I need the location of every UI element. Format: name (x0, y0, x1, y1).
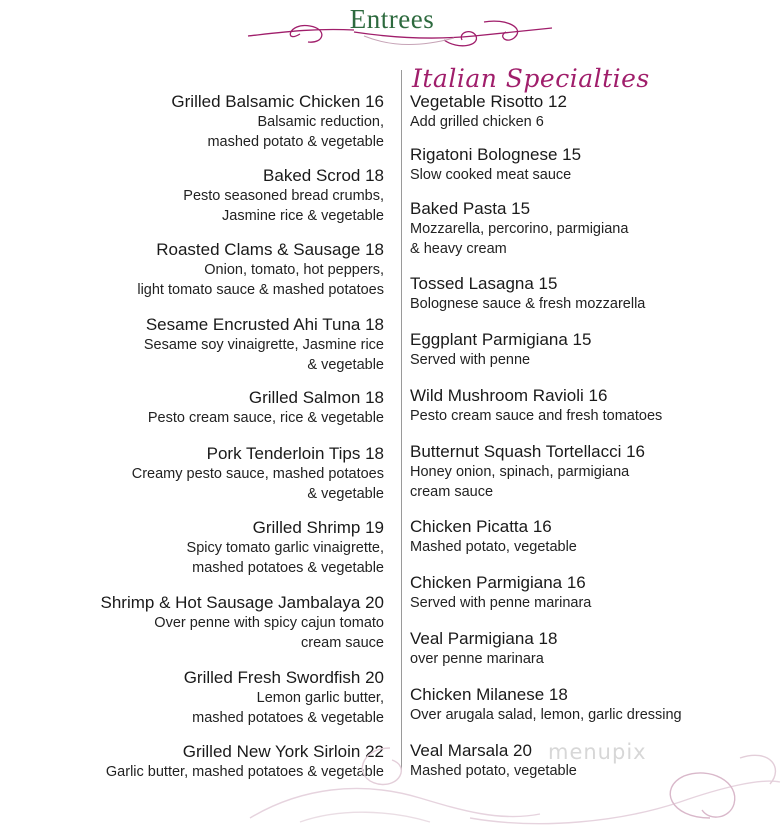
menu-item (183, 166, 384, 226)
item-title: Chicken Milanese 18 (410, 685, 568, 704)
column-divider (401, 70, 402, 770)
item-title: Grilled Shrimp 19 (252, 518, 384, 537)
item-title: Pork Tenderloin Tips 18 (206, 444, 384, 463)
item-title: Roasted Clams & Sausage 18 (156, 240, 384, 259)
item-title: Vegetable Risotto 12 (410, 92, 567, 111)
item-title: Baked Pasta 15 (410, 199, 531, 218)
item-desc: Over arugala salad, lemon, garlic dressing (410, 707, 682, 723)
item-desc: over penne marinara (410, 651, 544, 667)
item-desc: cream sauce (300, 635, 384, 651)
item-desc: Mashed potato, vegetable (410, 539, 577, 555)
item-desc: Onion, tomato, hot peppers, (204, 262, 384, 278)
item-desc: & vegetable (307, 486, 384, 502)
italian-specialties-heading: Italian Specialties (412, 64, 650, 93)
menu-item (410, 629, 557, 669)
title-flourish (244, 16, 556, 52)
item-desc: mashed potato & vegetable (207, 134, 384, 150)
item-desc: light tomato sauce & mashed potatoes (137, 282, 384, 298)
menu-item (137, 240, 384, 300)
item-title: Grilled New York Sirloin 22 (182, 742, 384, 761)
item-desc: cream sauce (410, 484, 494, 500)
item-desc: Bolognese sauce & fresh mozzarella (410, 296, 646, 312)
item-desc: Lemon garlic butter, (256, 690, 384, 706)
menu-item (132, 444, 384, 504)
item-desc: Add grilled chicken 6 (410, 114, 544, 130)
item-desc: Pesto seasoned bread crumbs, (183, 188, 384, 204)
item-title: Wild Mushroom Ravioli 16 (410, 386, 608, 405)
menu-item (410, 145, 581, 185)
item-desc: Jasmine rice & vegetable (222, 208, 384, 224)
item-desc: Creamy pesto sauce, mashed potatoes (131, 466, 384, 482)
item-desc: Slow cooked meat sauce (410, 167, 572, 183)
menu-item (410, 274, 645, 314)
item-desc: Sesame soy vinaigrette, Jasmine rice (143, 337, 384, 353)
item-desc: & vegetable (307, 357, 384, 373)
menu-item (410, 386, 662, 426)
item-title: Chicken Parmigiana 16 (410, 573, 586, 592)
item-title: Baked Scrod 18 (263, 166, 384, 185)
bottom-flourish (240, 718, 784, 833)
item-title: Eggplant Parmigiana 15 (410, 330, 592, 349)
item-desc: Pesto cream sauce and fresh tomatoes (410, 408, 663, 424)
page-title: Entrees (349, 4, 435, 34)
item-title: Grilled Balsamic Chicken 16 (171, 92, 384, 111)
item-desc: Mashed potato, vegetable (410, 763, 577, 779)
item-desc: Balsamic reduction, (257, 114, 384, 130)
menu-item (410, 442, 645, 502)
menu-item (410, 92, 567, 132)
menu-item (410, 330, 591, 370)
item-title: Shrimp & Hot Sausage Jambalaya 20 (100, 593, 384, 612)
menu-item (101, 593, 385, 653)
item-desc: Spicy tomato garlic vinaigrette, (186, 540, 384, 556)
menu-item (410, 573, 591, 613)
menu-item (410, 517, 577, 557)
item-desc: Served with penne marinara (410, 595, 592, 611)
item-desc: Garlic butter, mashed potatoes & vegetable (105, 764, 384, 780)
menu-item (171, 92, 384, 152)
item-desc: Pesto cream sauce, rice & vegetable (147, 410, 384, 426)
item-desc: Honey onion, spinach, parmigiana (410, 464, 630, 480)
item-desc: Over penne with spicy cajun tomato (154, 615, 384, 631)
item-title: Veal Parmigiana 18 (410, 629, 558, 648)
item-title: Tossed Lasagna 15 (410, 274, 558, 293)
watermark: menupix (548, 740, 647, 764)
item-desc: Served with penne (410, 352, 531, 368)
item-title: Rigatoni Bolognese 15 (410, 145, 582, 164)
item-desc: Mozzarella, percorino, parmigiana (410, 221, 629, 237)
item-desc: mashed potatoes & vegetable (192, 710, 384, 726)
item-desc: mashed potatoes & vegetable (192, 560, 384, 576)
menu-item (144, 315, 384, 375)
item-title: Grilled Salmon 18 (248, 388, 384, 407)
item-title: Sesame Encrusted Ahi Tuna 18 (145, 315, 384, 334)
menu-item (187, 518, 384, 578)
item-title: Chicken Picatta 16 (410, 517, 552, 536)
item-title: Butternut Squash Tortellacci 16 (410, 442, 645, 461)
item-desc: & heavy cream (410, 241, 507, 257)
menu-item (148, 388, 384, 428)
item-title: Veal Marsala 20 (410, 741, 532, 760)
item-title: Grilled Fresh Swordfish 20 (183, 668, 384, 687)
menu-item (410, 199, 628, 259)
